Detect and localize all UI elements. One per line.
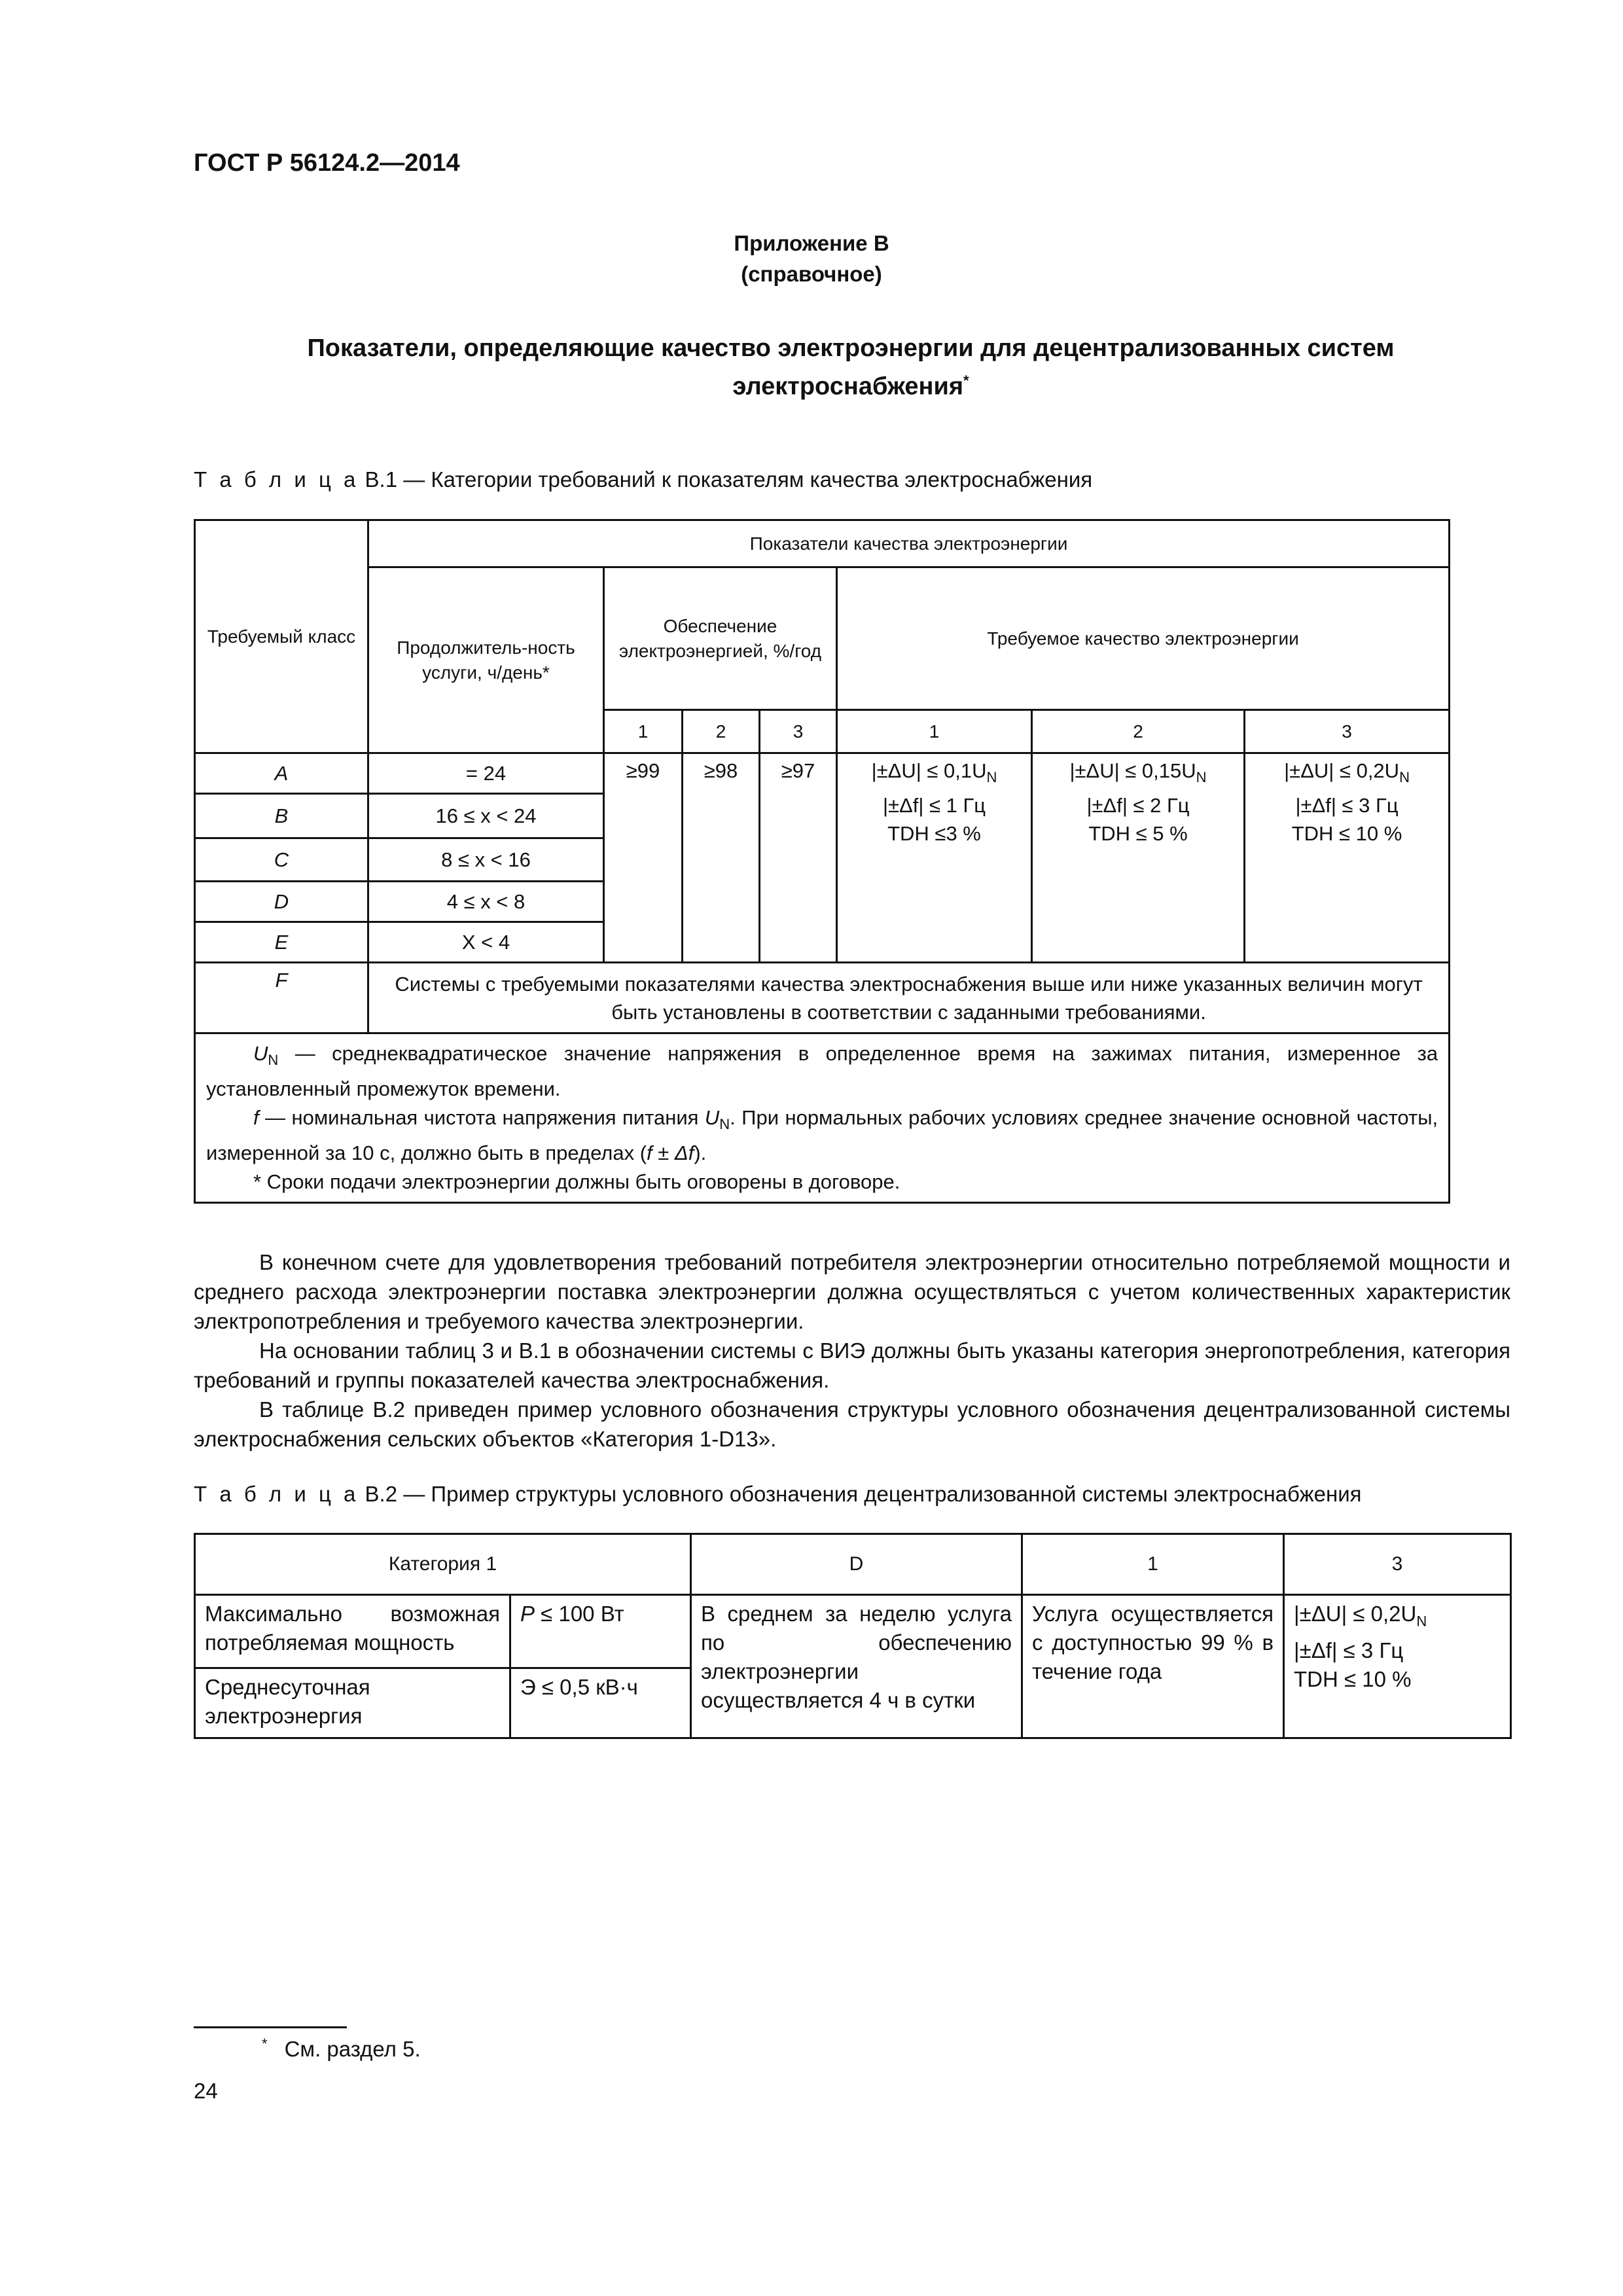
table-b2 xyxy=(194,1533,1512,1739)
table1-notes xyxy=(195,1033,1450,1203)
body-text xyxy=(194,1247,1510,1454)
appendix-title-footnote-mark: * xyxy=(963,372,969,389)
symbol-f: f xyxy=(253,1106,259,1130)
quality-frequency: |±Δf| ≤ 2 Гц xyxy=(1086,794,1190,817)
note-f-text-a: — номинальная чистота напряжения питания xyxy=(259,1106,705,1130)
supply-value-2: ≥98 xyxy=(683,753,760,963)
note-f xyxy=(206,1103,1438,1168)
quality-tdh: TDH ≤ 5 % xyxy=(1088,822,1188,846)
subscript-n: N xyxy=(719,1116,730,1133)
note-un-text: — среднеквадратическое значение напряжения в определенное время на зажимах питания, измеренное за установленный промежуток времени. xyxy=(206,1042,1438,1101)
header-category: Категория 1 xyxy=(195,1534,691,1595)
quality-description xyxy=(1284,1595,1511,1738)
d-description: В среднем за неделю услуга по обеспечению электроэнергии осуществляется 4 ч в сутки xyxy=(691,1595,1022,1738)
quality-tdh: TDH ≤ 10 % xyxy=(1291,822,1402,846)
subscript-n: N xyxy=(1416,1613,1427,1630)
appendix-title-line1: Показатели, определяющие качество электроэнергии для децентрализованных систем xyxy=(307,334,1395,362)
table2-caption xyxy=(194,1482,1362,1507)
duration-cell: X < 4 xyxy=(368,922,604,963)
class-cell: F xyxy=(195,963,368,1033)
class-f-description: Системы с требуемыми показателями качества электроснабжения выше или ниже указанных величин могут быть установлены в соответствии с заданными требованиями. xyxy=(368,963,1450,1033)
max-power-value-text: ≤ 100 Вт xyxy=(535,1602,624,1626)
sub-quality-1: 1 xyxy=(837,710,1032,753)
footnote-mark: * xyxy=(262,2036,268,2052)
class-cell: A xyxy=(195,753,368,794)
col-required-class: Требуемый класс xyxy=(195,520,368,753)
appendix-type: (справочное) xyxy=(741,262,882,286)
duration-cell: = 24 xyxy=(368,753,604,794)
quality-tdh: TDH ≤ 10 % xyxy=(1294,1666,1412,1691)
table1-caption-text: В.1 — Категории требований к показателям качества электроснабжения xyxy=(365,467,1093,492)
symbol-u: U xyxy=(704,1106,720,1130)
col-required-quality: Требуемое качество электроэнергии xyxy=(837,567,1450,710)
quality-voltage xyxy=(843,757,1026,791)
note-un xyxy=(206,1039,1438,1103)
footnote-divider xyxy=(194,2026,347,2028)
max-power-label: Максимально возможная потребляемая мощность xyxy=(195,1595,510,1668)
col-service-duration: Продолжитель-ность услуги, ч/день* xyxy=(368,567,604,753)
subscript-n: N xyxy=(268,1052,279,1069)
symbol-p: P xyxy=(520,1602,535,1626)
page-number: 24 xyxy=(194,2079,218,2103)
table-b1 xyxy=(194,519,1450,1204)
quality-cell-1 xyxy=(837,753,1032,963)
table-row xyxy=(195,753,1450,794)
sub-supply-3: 3 xyxy=(760,710,837,753)
symbol-u: U xyxy=(253,1042,268,1065)
daily-energy-value: Э ≤ 0,5 кВ·ч xyxy=(510,1668,691,1738)
class-cell: E xyxy=(195,922,368,963)
max-power-value xyxy=(510,1595,691,1668)
quality-tdh: TDH ≤3 % xyxy=(887,822,981,846)
quality-voltage-text: |±ΔU| ≤ 0,1U xyxy=(871,759,987,782)
appendix-label: Приложение В xyxy=(734,231,889,255)
footnote xyxy=(262,2036,421,2062)
class-cell: D xyxy=(195,882,368,922)
note-f-text-c: ). xyxy=(694,1141,707,1165)
quality-frequency: |±Δf| ≤ 3 Гц xyxy=(1295,794,1399,817)
subscript-n: N xyxy=(986,769,997,786)
duration-cell: 4 ≤ x < 8 xyxy=(368,882,604,922)
table2-caption-prefix: Т а б л и ц а xyxy=(194,1482,359,1506)
quality-voltage-text: |±ΔU| ≤ 0,2U xyxy=(1294,1602,1417,1626)
quality-voltage xyxy=(1251,757,1443,791)
quality-voltage xyxy=(1294,1600,1501,1636)
quality-voltage-text: |±ΔU| ≤ 0,15U xyxy=(1069,759,1196,782)
paragraph-1: В конечном счете для удовлетворения требований потребителя электроэнергии относительно потребляемой мощности и среднего расхода электроэнергии поставка электроэнергии должна осуществляться с учетом количественных характеристик электропотребления и требуемого качества электроэнергии. xyxy=(194,1250,1510,1333)
paragraph-2: На основании таблиц 3 и В.1 в обозначении системы с ВИЭ должны быть указаны категория энергопотребления, категория требований и группы показателей качества электроснабжения. xyxy=(194,1338,1510,1392)
class-cell: C xyxy=(195,838,368,882)
quality-voltage-text: |±ΔU| ≤ 0,2U xyxy=(1284,759,1400,782)
appendix-title xyxy=(236,332,1466,403)
header-1: 1 xyxy=(1022,1534,1284,1595)
sub-quality-3: 3 xyxy=(1245,710,1450,753)
availability-description: Услуга осуществляется с доступностью 99 % в течение года xyxy=(1022,1595,1284,1738)
sub-quality-2: 2 xyxy=(1032,710,1245,753)
quality-frequency: |±Δf| ≤ 1 Гц xyxy=(882,794,986,817)
supply-value-1: ≥99 xyxy=(604,753,683,963)
paragraph-3: В таблице В.2 приведен пример условного обозначения структуры условного обозначения децентрализованной системы электроснабжения сельских объектов «Категория 1-D13». xyxy=(194,1397,1510,1451)
table2-caption-text: В.2 — Пример структуры условного обозначения децентрализованной системы электроснабжения xyxy=(365,1482,1362,1506)
duration-cell: 16 ≤ x < 24 xyxy=(368,794,604,838)
duration-cell: 8 ≤ x < 16 xyxy=(368,838,604,882)
table-row xyxy=(195,963,1450,1033)
quality-voltage xyxy=(1038,757,1238,791)
class-cell: B xyxy=(195,794,368,838)
appendix-title-line2 xyxy=(236,365,1466,403)
footnote-text: См. раздел 5. xyxy=(284,2037,421,2061)
header-3: 3 xyxy=(1284,1534,1511,1595)
col-supply-availability: Обеспечение электроэнергией, %/год xyxy=(604,567,837,710)
frequency-range: f ± Δf xyxy=(647,1141,694,1165)
sub-supply-2: 2 xyxy=(683,710,760,753)
subscript-n: N xyxy=(1399,769,1410,786)
supply-value-3: ≥97 xyxy=(760,753,837,963)
table1-caption xyxy=(194,467,1092,492)
table-row xyxy=(195,1595,1511,1668)
table1-caption-prefix: Т а б л и ц а xyxy=(194,467,359,492)
quality-frequency: |±Δf| ≤ 3 Гц xyxy=(1294,1638,1404,1662)
document-code: ГОСТ Р 56124.2—2014 xyxy=(194,149,460,177)
appendix-title-line2-text: электроснабжения xyxy=(732,372,964,401)
quality-cell-2 xyxy=(1032,753,1245,963)
sub-supply-1: 1 xyxy=(604,710,683,753)
note-f-text-b: . При нормальных рабочих условиях среднее значение основной частоты, измеренной за 10 с, должно быть в пределах ( xyxy=(206,1106,1438,1165)
subscript-n: N xyxy=(1196,769,1207,786)
header-d: D xyxy=(691,1534,1022,1595)
note-star: * Сроки подачи электроэнергии должны быть оговорены в договоре. xyxy=(253,1170,901,1194)
daily-energy-label: Среднесуточная электроэнергия xyxy=(195,1668,510,1738)
table-notes-row xyxy=(195,1033,1450,1203)
col-group-quality-indicators: Показатели качества электроэнергии xyxy=(368,520,1450,567)
quality-cell-3 xyxy=(1245,753,1450,963)
